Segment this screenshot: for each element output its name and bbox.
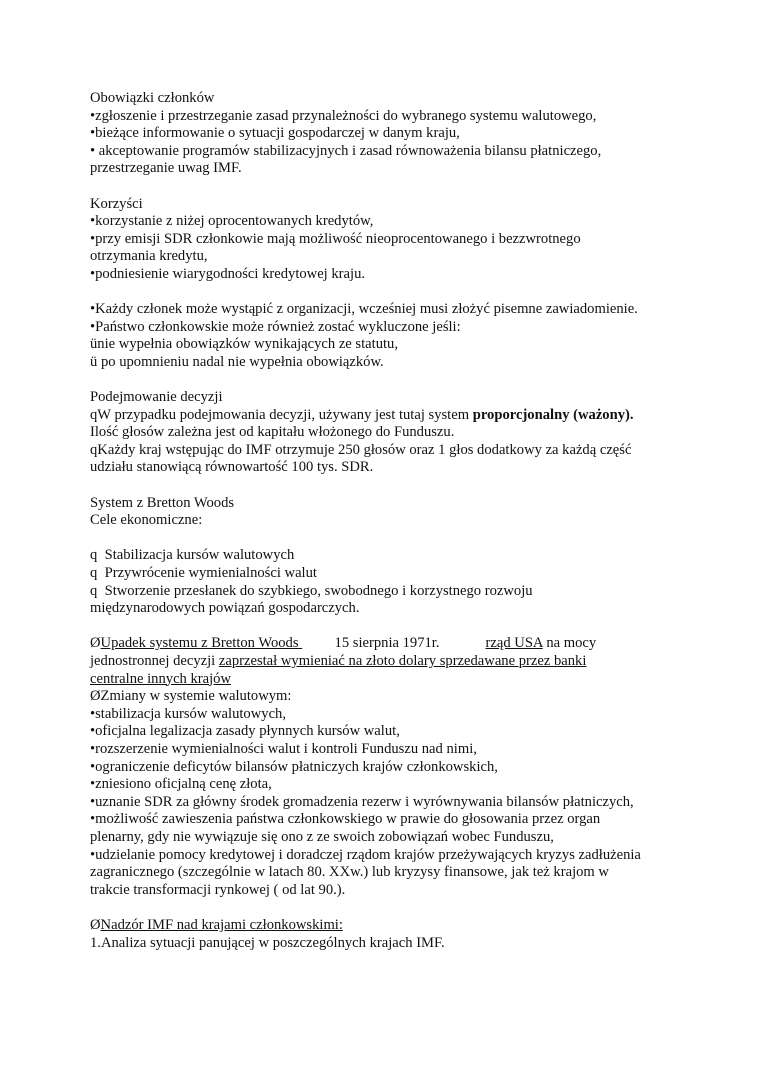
section-heading-decyzje: Podejmowanie decyzji bbox=[90, 389, 223, 406]
subheading: Cele ekonomiczne: bbox=[90, 512, 203, 529]
section-heading-obowiazki: Obowiązki członków bbox=[90, 90, 215, 106]
document-page bbox=[90, 90, 690, 952]
text-run: jednostronnej decyzji bbox=[90, 653, 219, 669]
text-line: ü po upomnieniu nadal nie wypełnia obowiązków. bbox=[90, 353, 384, 370]
text-line: •ograniczenie deficytów bilansów płatniczych krajów członkowskich, bbox=[90, 758, 498, 775]
paragraph-gap bbox=[90, 284, 690, 302]
paragraph-gap bbox=[90, 178, 690, 196]
text-run: qW przypadku podejmowania decyzji, używany jest tutaj system bbox=[90, 406, 473, 423]
text-line: trakcie transformacji rynkowej ( od lat 90.). bbox=[90, 881, 346, 898]
text-line: zagranicznego (szczególnie w latach 80. XXw.) lub kryzysy finansowe, jak też krajom w bbox=[90, 864, 609, 881]
text-run: 15 sierpnia 1971r. bbox=[334, 635, 440, 652]
text-line: •zniesiono oficjalną cenę złota, bbox=[90, 776, 272, 793]
arrow-bullet: Ø bbox=[90, 635, 101, 652]
text-line: •oficjalna legalizacja zasady płynnych kursów walut, bbox=[90, 723, 400, 740]
section-heading-bretton: System z Bretton Woods bbox=[90, 494, 235, 511]
text-line: •możliwość zawieszenia państwa członkowskiego w prawie do głosowania przez organ bbox=[90, 811, 601, 828]
goal-item: międzynarodowych powiązań gospodarczych. bbox=[90, 600, 360, 617]
paragraph-gap bbox=[90, 618, 690, 636]
text-line: •stabilizacja kursów walutowych, bbox=[90, 705, 286, 722]
text-line: •zgłoszenie i przestrzeganie zasad przynależności do wybranego systemu walutowego, bbox=[90, 107, 597, 124]
underlined-text: centralne innych krajów bbox=[90, 670, 232, 687]
text-line: plenarny, gdy nie wywiązuje się ono z ze swoich zobowiązań wobec Funduszu, bbox=[90, 828, 554, 845]
text-line bbox=[90, 653, 690, 671]
bold-text: proporcjonalny (ważony). bbox=[472, 406, 634, 423]
section-heading-korzysci: Korzyści bbox=[90, 195, 143, 212]
goal-item: q Stworzenie przesłanek do szybkiego, swobodnego i korzystnego rozwoju bbox=[90, 582, 533, 599]
text-line bbox=[90, 635, 690, 653]
text-line: otrzymania kredytu, bbox=[90, 248, 208, 265]
arrow-bullet: Ø bbox=[90, 916, 101, 933]
text-line: • akceptowanie programów stabilizacyjnych i zasad równoważenia bilansu płatniczego, bbox=[90, 142, 602, 159]
text-line: qKażdy kraj wstępując do IMF otrzymuje 250 głosów oraz 1 głos dodatkowy za każdą część bbox=[90, 441, 632, 458]
text-line: •uznanie SDR za główny środek gromadzenia rezerw i wyrównywania bilansów płatniczych, bbox=[90, 793, 634, 810]
text-line: ünie wypełnia obowiązków wynikających ze statutu, bbox=[90, 336, 398, 353]
goal-item: q Przywrócenie wymienialności walut bbox=[90, 565, 317, 582]
paragraph-gap bbox=[90, 899, 690, 917]
text-run: na mocy bbox=[542, 635, 597, 652]
text-line: •udzielanie pomocy kredytowej i doradczej rządom krajów przeżywających kryzys zadłużenia bbox=[90, 846, 641, 863]
paragraph-gap bbox=[90, 530, 690, 548]
text-line bbox=[90, 407, 690, 425]
text-line: •korzystanie z niżej oprocentowanych kredytów, bbox=[90, 213, 374, 230]
underlined-text: Upadek systemu z Bretton Woods bbox=[100, 635, 299, 652]
paragraph-gap bbox=[90, 477, 690, 495]
underline-filler bbox=[299, 635, 335, 653]
underlined-text: rząd USA bbox=[485, 635, 543, 652]
text-line: Ilość głosów zależna jest od kapitału włożonego do Funduszu. bbox=[90, 424, 455, 441]
text-line: przestrzeganie uwag IMF. bbox=[90, 160, 242, 177]
section-heading-zmiany: ØZmiany w systemie walutowym: bbox=[90, 688, 292, 705]
underlined-text: Nadzór IMF nad krajami członkowskimi: bbox=[100, 916, 343, 933]
section-heading-nadzor bbox=[90, 917, 690, 935]
text-line: 1.Analiza sytuacji panującej w poszczególnych krajach IMF. bbox=[90, 934, 445, 951]
text-line: •Państwo członkowskie może również zostać wykluczone jeśli: bbox=[90, 318, 461, 335]
text-line bbox=[90, 671, 690, 689]
text-line: •Każdy członek może wystąpić z organizacji, wcześniej musi złożyć pisemne zawiadomienie. bbox=[90, 301, 638, 318]
underlined-text: zaprzestał wymieniać na złoto dolary sprzedawane przez banki bbox=[218, 653, 587, 669]
text-line: •bieżące informowanie o sytuacji gospodarczej w danym kraju, bbox=[90, 125, 460, 142]
text-line: udziału stanowiącą równowartość 100 tys. SDR. bbox=[90, 459, 374, 476]
paragraph-gap bbox=[90, 372, 690, 390]
text-line: •przy emisji SDR członkowie mają możliwość nieoprocentowanego i bezzwrotnego bbox=[90, 230, 581, 247]
goal-item: q Stabilizacja kursów walutowych bbox=[90, 547, 295, 564]
text-line: •podniesienie wiarygodności kredytowej kraju. bbox=[90, 265, 366, 282]
text-line: •rozszerzenie wymienialności walut i kontroli Funduszu nad nimi, bbox=[90, 740, 477, 757]
